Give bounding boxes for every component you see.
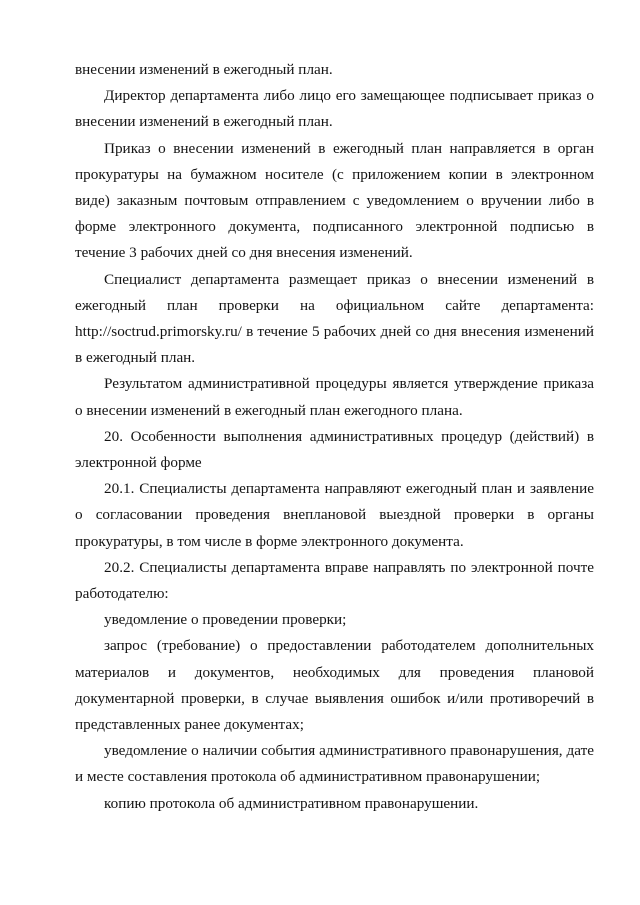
document-body (75, 57, 594, 817)
list-item-information-request: запрос (требование) о предоставлении работодателем дополнительных материалов и документов, необходимых для проведения плановой документарной проверки, в случае выявления ошибок и/или противоречий в представленных ранее документах; (75, 637, 594, 734)
paragraph-order-sent-prosecutor: Приказ о внесении изменений в ежегодный план направляется в орган прокуратуры на бумажном носителе (с приложением копии в электронном виде) заказным почтовым отправлением с уведомлением о вручении либо в форме электронного документа, подписанного электронной подписью в течение 3 рабочих дней со дня внесения изменений. (75, 139, 594, 262)
list-item-offense-notice: уведомление о наличии события административного правонарушения, дате и месте составления протокола об административном правонарушении; (75, 742, 594, 786)
paragraph-procedure-result: Результатом административной процедуры является утверждение приказа о внесении изменений в ежегодный план ежегодного плана. (75, 375, 594, 419)
paragraph-continuation: внесении изменений в ежегодный план. (75, 61, 333, 78)
section-heading-20: 20. Особенности выполнения административных процедур (действий) в электронной форме (75, 427, 594, 472)
list-item-protocol-copy: копию протокола об административном правонарушении. (104, 794, 479, 812)
paragraph-director-signs: Директор департамента либо лицо его замещающее подписывает приказ о внесении изменений в ежегодный план. (75, 87, 594, 131)
paragraph-order-published: Специалист департамента размещает приказ о внесении изменений в ежегодный план проверки на официальном сайте департамента: http://soctrud.primorsky.ru/ в течение 5 рабочих дней со дня внесения изменений в ежегодный план. (75, 270, 594, 367)
paragraph-20-2: 20.2. Специалисты департамента вправе направлять по электронной почте работодателю: (75, 558, 594, 603)
list-item-inspection-notice: уведомление о проведении проверки; (104, 611, 347, 629)
paragraph-20-1: 20.1. Специалисты департамента направляют ежегодный план и заявление о согласовании проведения внеплановой выездной проверки в органы прокуратуры, в том числе в форме электронного документа. (75, 480, 594, 550)
